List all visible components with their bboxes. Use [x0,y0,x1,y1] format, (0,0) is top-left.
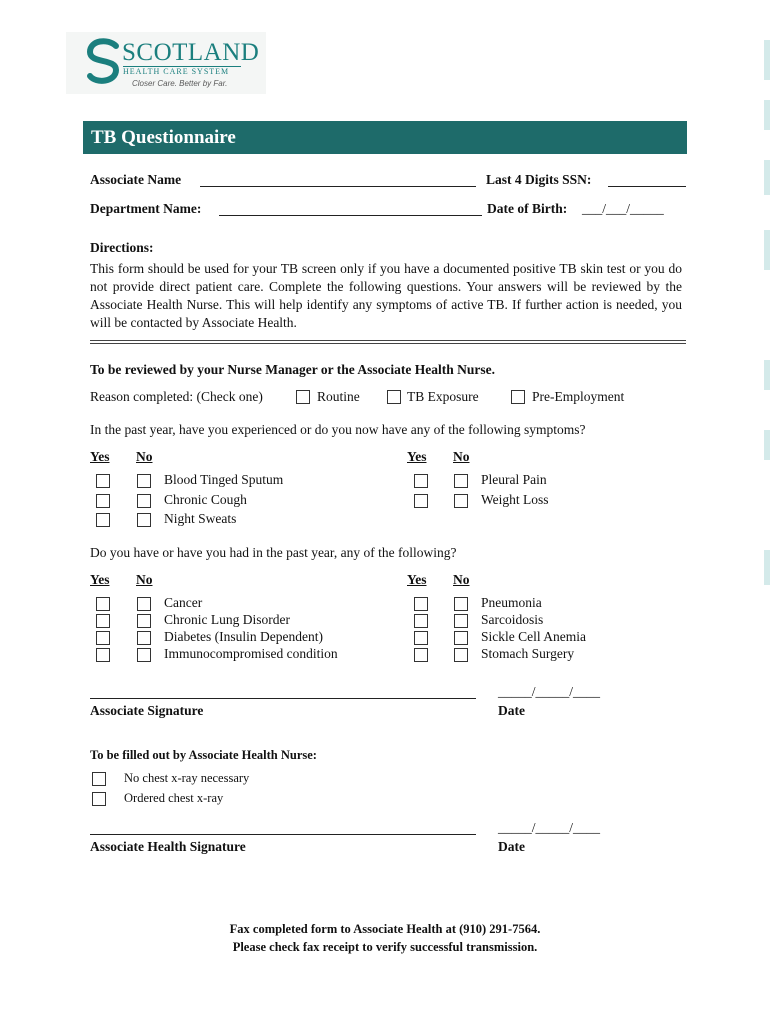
dob-label: Date of Birth: [487,201,568,216]
symptom-label: Weight Loss [481,492,549,507]
associate-signature-line[interactable] [90,698,476,699]
stomach-surgery-no-checkbox[interactable] [454,648,468,662]
condition-label: Diabetes (Insulin Dependent) [164,629,323,644]
conditions-no-header-right: No [453,572,470,587]
lung-disorder-yes-checkbox[interactable] [96,614,110,628]
routine-checkbox[interactable] [296,390,310,404]
health-date-label: Date [498,839,525,854]
conditions-yes-header-right: Yes [407,572,427,587]
symptoms-question: In the past year, have you experienced or do you now have any of the following symptoms? [90,422,586,437]
pneumonia-no-checkbox[interactable] [454,597,468,611]
pneumonia-yes-checkbox[interactable] [414,597,428,611]
blood-sputum-no-checkbox[interactable] [137,474,151,488]
cancer-yes-checkbox[interactable] [96,597,110,611]
sickle-cell-no-checkbox[interactable] [454,631,468,645]
edge-decoration [764,160,770,195]
logo-mark-icon [86,38,122,84]
page-title: TB Questionnaire [91,127,236,148]
pleural-pain-no-checkbox[interactable] [454,474,468,488]
pre-employment-label: Pre-Employment [532,389,625,404]
symptoms-yes-header-right: Yes [407,449,427,464]
immuno-yes-checkbox[interactable] [96,648,110,662]
edge-decoration [764,40,770,80]
health-signature-line[interactable] [90,834,476,835]
conditions-no-header: No [136,572,153,587]
fax-verify-note: Please check fax receipt to verify successful transmission. [232,940,538,954]
diabetes-no-checkbox[interactable] [137,631,151,645]
blood-sputum-yes-checkbox[interactable] [96,474,110,488]
diabetes-yes-checkbox[interactable] [96,631,110,645]
conditions-yes-header: Yes [90,572,110,587]
dob-field[interactable]: ___/___/_____ [582,201,664,216]
condition-label: Chronic Lung Disorder [164,612,290,627]
condition-label: Immunocompromised condition [164,646,338,661]
condition-label: Cancer [164,595,203,610]
symptoms-yes-header: Yes [90,449,110,464]
symptoms-no-header: No [136,449,153,464]
condition-label: Stomach Surgery [481,646,575,661]
conditions-question: Do you have or have you had in the past year, any of the following? [90,545,457,560]
logo-name: SCOTLAND [122,39,260,66]
sickle-cell-yes-checkbox[interactable] [414,631,428,645]
pre-employment-checkbox[interactable] [511,390,525,404]
signature-date-label: Date [498,703,525,718]
directions-text: This form should be used for your TB screen only if you have a documented positive TB skin test or you do not provide direct patient care. Complete the following questions. Your answers will be reviewed by the Associate Health Nurse. This will help identify any symptoms of active TB. If further action is needed, you will be contacted by Associate Health. [90,261,682,330]
associate-signature-label: Associate Signature [90,703,204,718]
symptom-label: Blood Tinged Sputum [164,472,284,487]
signature-date-field[interactable]: _____/_____/____ [498,684,601,699]
divider [90,340,686,344]
ssn-label: Last 4 Digits SSN: [486,172,592,187]
condition-label: Pneumonia [481,595,542,610]
tb-exposure-label: TB Exposure [407,389,479,404]
nurse-heading: To be filled out by Associate Health Nurse: [90,748,317,762]
edge-decoration [764,360,770,390]
edge-decoration [764,230,770,270]
ordered-xray-label: Ordered chest x-ray [124,791,224,805]
ordered-xray-checkbox[interactable] [92,792,106,806]
associate-name-label: Associate Name [90,172,182,187]
night-sweats-no-checkbox[interactable] [137,513,151,527]
cancer-no-checkbox[interactable] [137,597,151,611]
ssn-field[interactable] [608,186,686,187]
weight-loss-yes-checkbox[interactable] [414,494,428,508]
symptoms-no-header-right: No [453,449,470,464]
chronic-cough-yes-checkbox[interactable] [96,494,110,508]
fax-instruction: Fax completed form to Associate Health at (910) 291-7564. [229,922,541,936]
department-label: Department Name: [90,201,202,216]
department-field[interactable] [219,215,482,216]
edge-decoration [764,100,770,130]
condition-label: Sickle Cell Anemia [481,629,586,644]
logo [66,32,266,94]
routine-label: Routine [317,389,360,404]
logo-tagline: Closer Care. Better by Far. [132,79,228,88]
sarcoidosis-no-checkbox[interactable] [454,614,468,628]
edge-decoration [764,550,770,585]
logo-subtitle: HEALTH CARE SYSTEM [123,66,241,76]
tb-exposure-checkbox[interactable] [387,390,401,404]
health-date-field[interactable]: _____/_____/____ [498,820,601,835]
weight-loss-no-checkbox[interactable] [454,494,468,508]
night-sweats-yes-checkbox[interactable] [96,513,110,527]
condition-label: Sarcoidosis [481,612,544,627]
sarcoidosis-yes-checkbox[interactable] [414,614,428,628]
health-signature-label: Associate Health Signature [90,839,246,854]
no-xray-label: No chest x-ray necessary [124,771,250,785]
chronic-cough-no-checkbox[interactable] [137,494,151,508]
title-bar [83,121,687,154]
pleural-pain-yes-checkbox[interactable] [414,474,428,488]
edge-decoration [764,430,770,460]
reason-label: Reason completed: (Check one) [90,389,263,404]
symptom-label: Pleural Pain [481,472,547,487]
immuno-no-checkbox[interactable] [137,648,151,662]
lung-disorder-no-checkbox[interactable] [137,614,151,628]
directions-heading: Directions: [90,240,154,255]
symptom-label: Night Sweats [164,511,237,526]
review-heading: To be reviewed by your Nurse Manager or the Associate Health Nurse. [90,362,495,377]
no-xray-checkbox[interactable] [92,772,106,786]
symptom-label: Chronic Cough [164,492,247,507]
associate-name-field[interactable] [200,186,476,187]
stomach-surgery-yes-checkbox[interactable] [414,648,428,662]
